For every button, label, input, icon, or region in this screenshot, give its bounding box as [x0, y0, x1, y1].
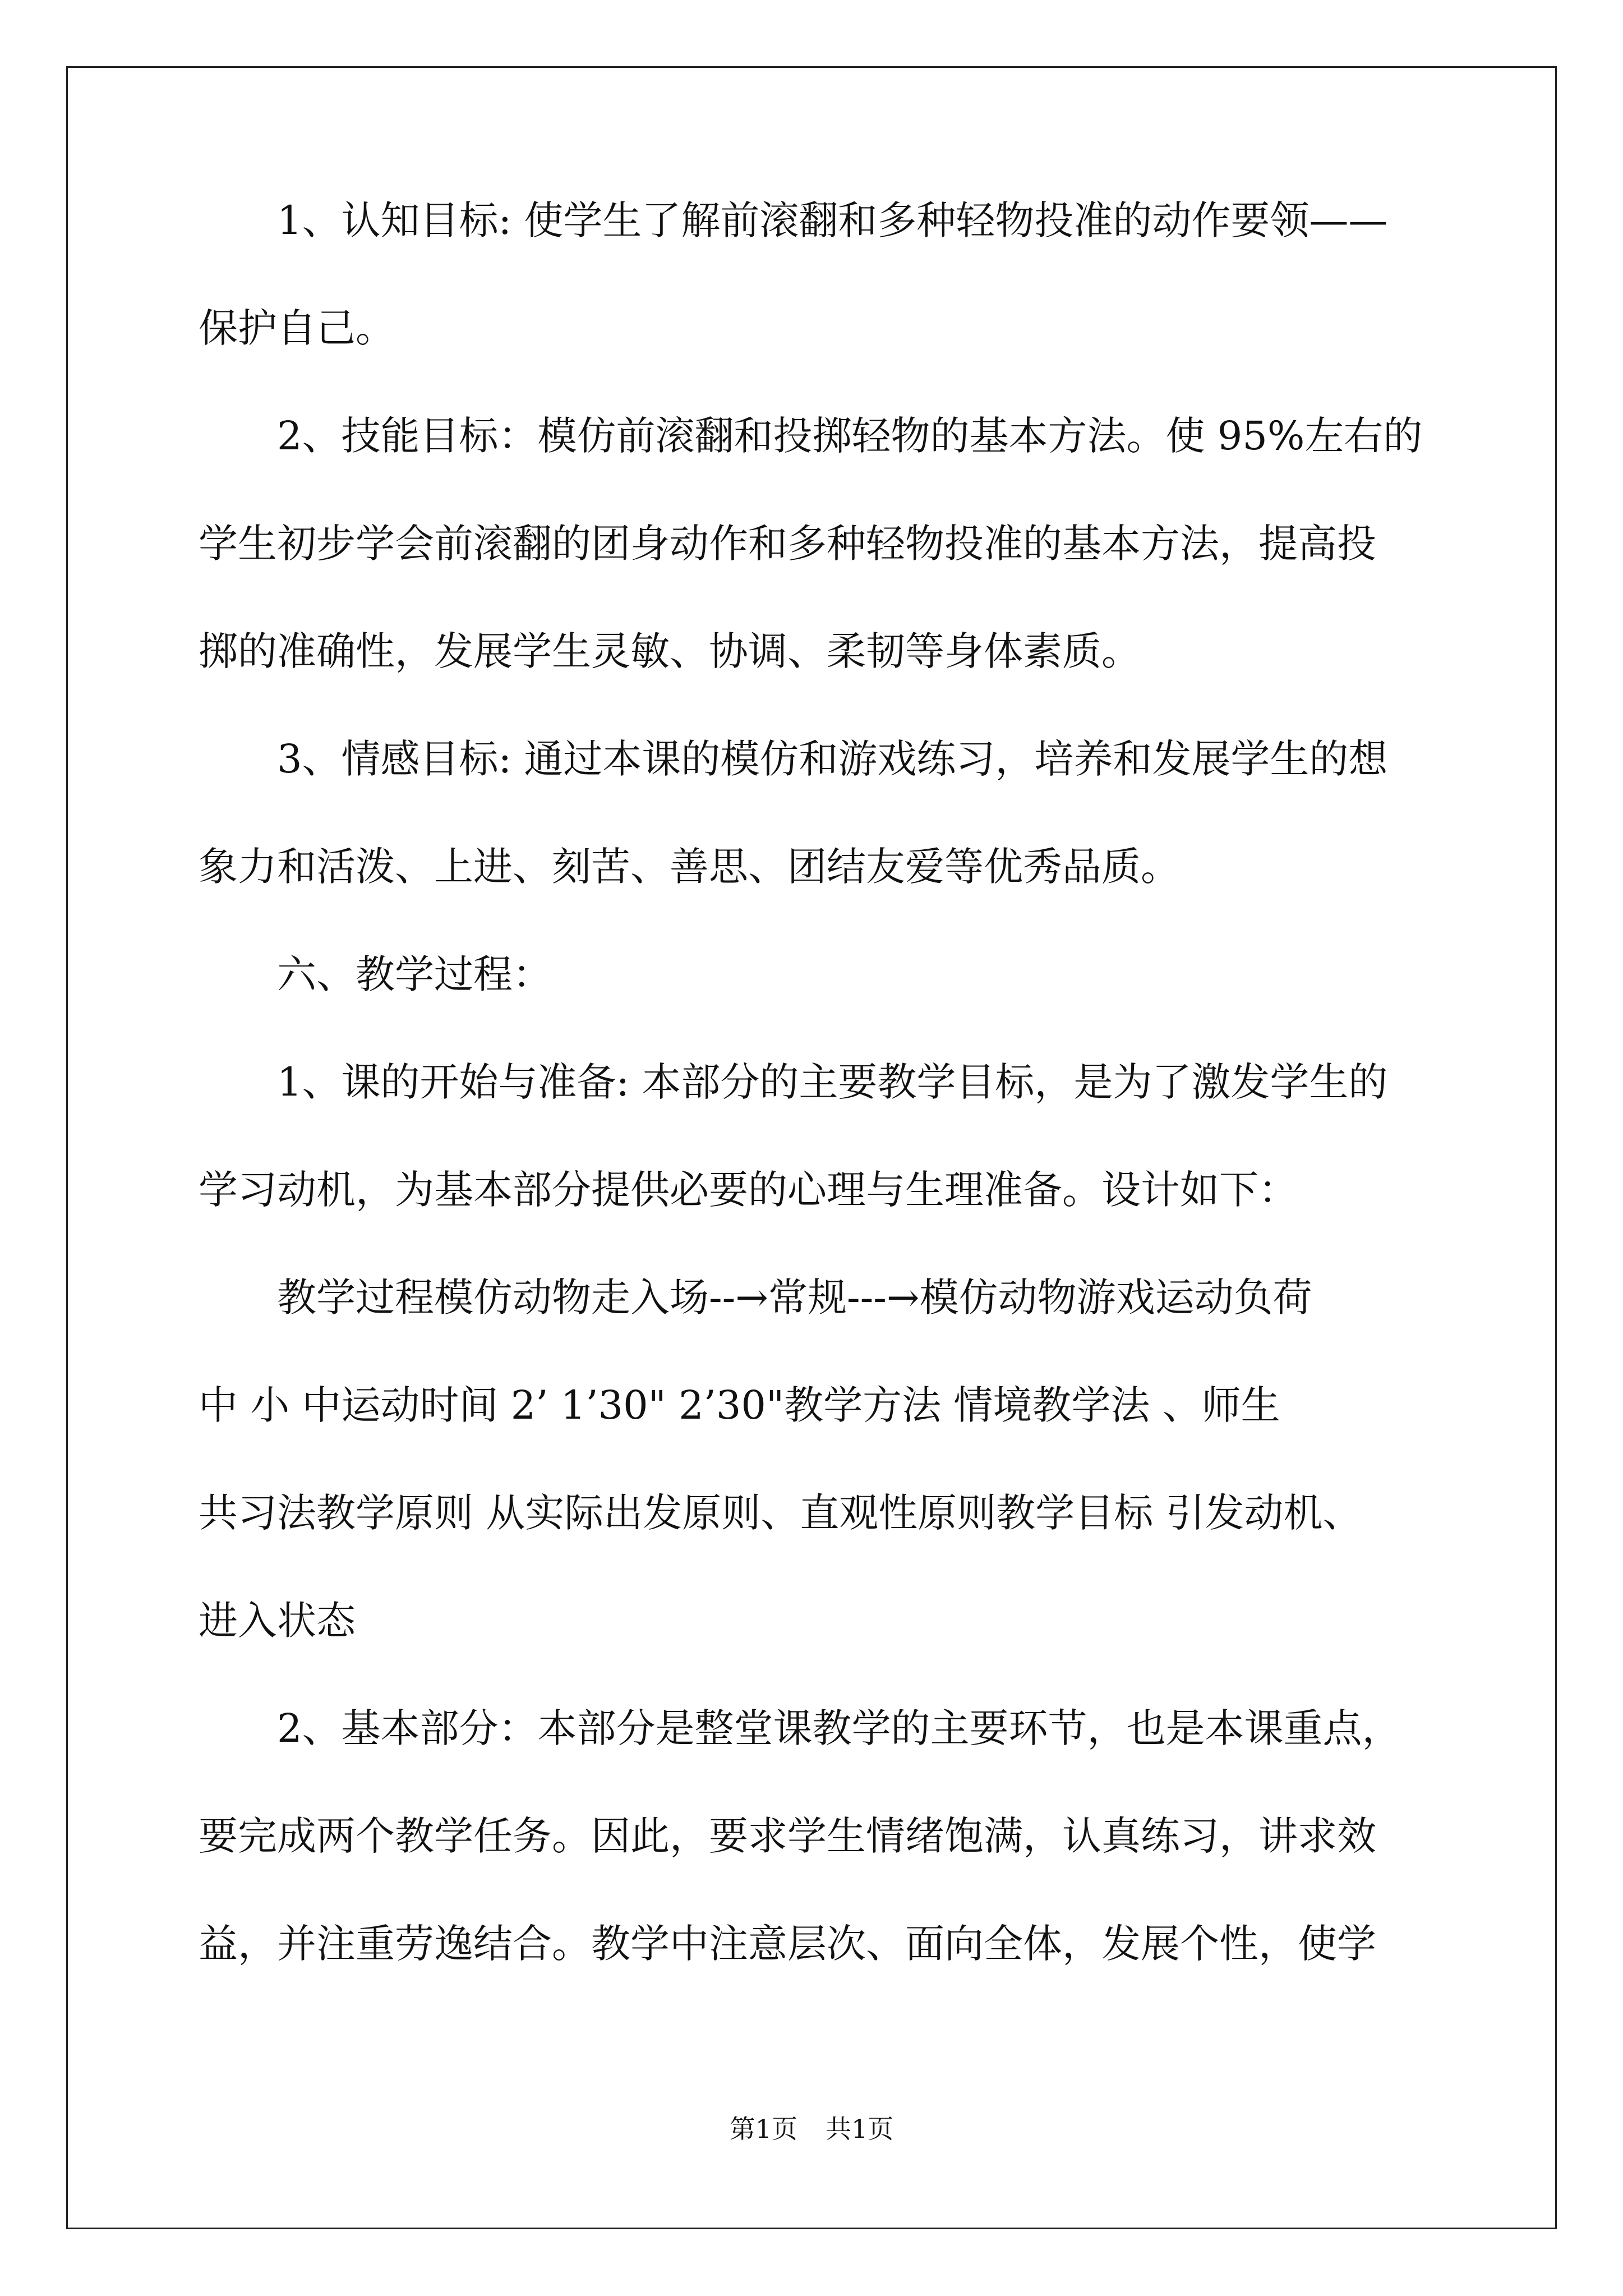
- text-line: 1、课的开始与准备: 本部分的主要教学目标，是为了激发学生的: [277, 1059, 1388, 1105]
- text-line: 保护自己。: [199, 305, 395, 351]
- text-line: 学习动机，为基本部分提供必要的心理与生理准备。设计如下：: [199, 1167, 1298, 1213]
- text-line: 学生初步学会前滚翻的团身动作和多种轻物投准的基本方法，提高投: [199, 521, 1376, 567]
- text-line: 象力和活泼、上进、刻苦、善思、团结友爱等优秀品质。: [199, 844, 1180, 890]
- section-heading: 六、教学过程：: [277, 951, 552, 997]
- text-line: 要完成两个教学任务。因此，要求学生情绪饱满，认真练习，讲求效: [199, 1813, 1376, 1859]
- text-line: 2、基本部分：本部分是整堂课教学的主要环节，也是本课重点，: [277, 1705, 1401, 1751]
- text-line: 中 小 中运动时间 2’ 1’30" 2’30"教学方法 情境教学法 、师生: [199, 1382, 1280, 1428]
- page-border: [66, 66, 1557, 2229]
- text-line: 进入状态: [199, 1598, 356, 1644]
- text-line: 掷的准确性，发展学生灵敏、协调、柔韧等身体素质。: [199, 628, 1141, 674]
- text-line: 2、技能目标：模仿前滚翻和投掷轻物的基本方法。使 95%左右的: [277, 413, 1423, 459]
- page-number-current: 第1页: [729, 2114, 797, 2144]
- text-line: 教学过程模仿动物走入场--→常规---→模仿动物游戏运动负荷: [277, 1274, 1312, 1320]
- text-line: 3、情感目标: 通过本课的模仿和游戏练习，培养和发展学生的想: [277, 736, 1388, 782]
- text-line: 益，并注重劳逸结合。教学中注意层次、面向全体，发展个性，使学: [199, 1921, 1376, 1967]
- text-line: 1、认知目标: 使学生了解前滚翻和多种轻物投准的动作要领——: [277, 197, 1388, 243]
- text-line: 共习法教学原则 从实际出发原则、直观性原则教学目标 引发动机、: [199, 1490, 1362, 1536]
- page-number-total: 共1页: [826, 2114, 894, 2144]
- page-footer: [0, 2112, 1623, 2146]
